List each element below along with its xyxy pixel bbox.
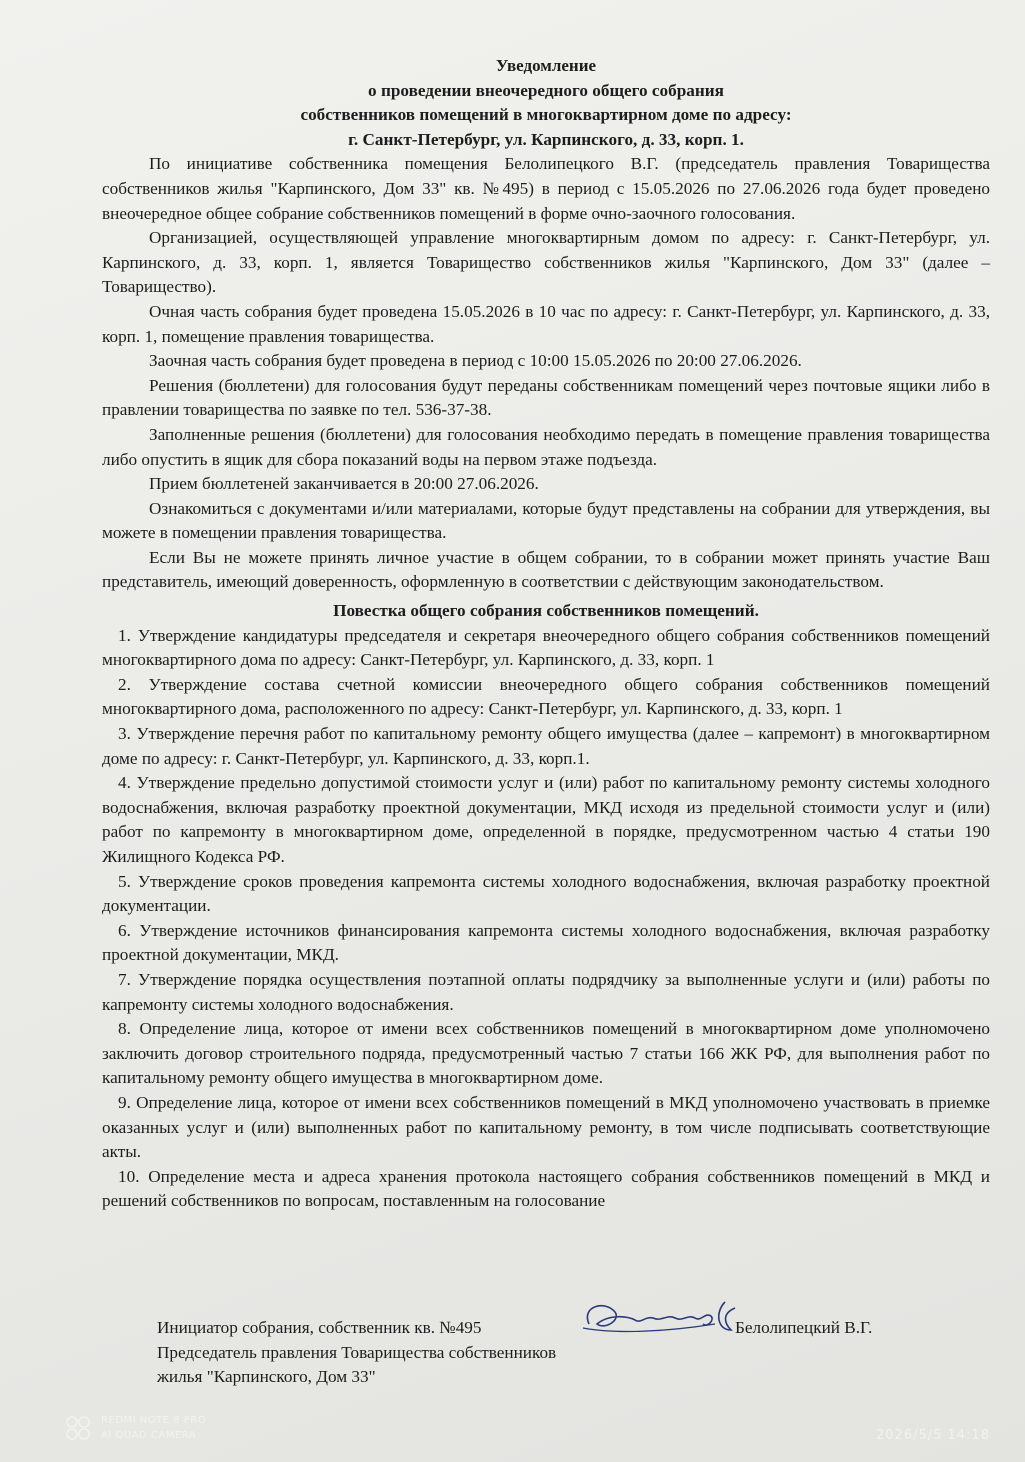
- agenda-title: Повестка общего собрания собственников помещений.: [333, 601, 759, 621]
- camera-model: REDMI NOTE 8 PRO: [101, 1415, 207, 1426]
- title-line-3: собственников помещений в многоквартирном доме по адресу:: [300, 105, 792, 125]
- notice-title: [102, 54, 990, 152]
- paragraph: Заполненные решения (бюллетени) для голосования необходимо передать в помещение правления товарищества либо опустить в ящик для сбора показаний воды на первом этаже подъезда.: [102, 424, 990, 469]
- agenda-item: 7. Утверждение порядка осуществления поэтапной оплаты подрядчику за выполненные услуги и (или) работы по капремонту системы холодного водоснабжения.: [102, 969, 990, 1014]
- notice-body: [102, 54, 990, 1214]
- handwritten-signature: [575, 1294, 745, 1342]
- association-line: жилья "Карпинского, Дом 33": [157, 1367, 376, 1387]
- initiator-label: Инициатор собрания, собственник кв. №495: [157, 1318, 482, 1337]
- paragraph: Решения (бюллетени) для голосования будут переданы собственникам помещений через почтовые ящики либо в правлении товарищества по заявке по тел. 536-37-38.: [102, 375, 990, 420]
- photo-timestamp: 2026/5/5 14:18: [876, 1428, 990, 1443]
- agenda-item: 9. Определение лица, которое от имени всех собственников помещений в МКД уполномочено участвовать в приемке оказанных услуг и (или) выполненных работ по капитальному ремонту, в том числе подписывать соответствующие акты.: [102, 1092, 990, 1162]
- chairman-line: Председатель правления Товарищества собственников: [157, 1342, 557, 1362]
- initiator-row: [157, 1316, 917, 1341]
- signature-block: [157, 1316, 917, 1390]
- paragraph: По инициативе собственника помещения Белолипецкого В.Г. (председатель правления Товарищества собственников жилья "Карпинского, Дом 33" кв. №495) в период с 15.05.2026 по 27.06.2026 года будет проведено внеочередное общее собрание собственников помещений в форме очно-заочного голосования.: [102, 154, 990, 223]
- paragraph: Организацией, осуществляющей управление многоквартирным домом по адресу: г. Санкт-Петербург, ул. Карпинского, д. 33, корп. 1, является Товарищество собственников жилья "Карпинского, Дом 33" (далее – Товарищество).: [102, 228, 990, 297]
- title-line-2: о проведении внеочередного общего собрания: [368, 80, 724, 100]
- title-line-4: г. Санкт-Петербург, ул. Карпинского, д. 33, корп. 1.: [348, 129, 744, 149]
- quad-camera-icon: [64, 1414, 92, 1442]
- paragraph: Ознакомиться с документами и/или материалами, которые будут представлены на собрании для утверждения, вы можете в помещении правления товарищества.: [102, 498, 990, 543]
- agenda-item: 3. Утверждение перечня работ по капитальному ремонту общего имущества (далее – капремонт) в многоквартирном доме по адресу: г. Санкт-Петербург, ул. Карпинского, д. 33, корп.1.: [102, 724, 990, 768]
- paragraph: Прием бюллетеней заканчивается в 20:00 27.06.2026.: [149, 474, 539, 494]
- title-line-1: Уведомление: [495, 56, 597, 75]
- agenda-item: 8. Определение лица, которое от имени всех собственников помещений в многоквартирном доме уполномочено заключить договор строительного подряда, предусмотренный частью 7 статьи 166 ЖК РФ, для выполнения работ по капитальному ремонту общего имущества в многоквартирном доме.: [102, 1019, 990, 1088]
- camera-watermark: [64, 1413, 206, 1443]
- paragraph: Очная часть собрания будет проведена 15.05.2026 в 10 час по адресу: г. Санкт-Петербург, ул. Карпинского, д. 33, корп. 1, помещение правления товарищества.: [102, 301, 990, 346]
- paragraph: Если Вы не можете принять личное участие в общем собрании, то в собрании может принять участие Ваш представитель, имеющий доверенность, оформленную в соответствии с действующим законодательством.: [102, 547, 990, 592]
- agenda-item: 5. Утверждение сроков проведения капремонта системы холодного водоснабжения, включая разработку проектной документации.: [102, 871, 990, 916]
- agenda-item: 4. Утверждение предельно допустимой стоимости услуг и (или) работ по капитальному ремонту системы холодного водоснабжения, включая разработку проектной документации, МКД исходя из предельной стоимости услуг и (или) работ по капремонту в многоквартирном доме, определенной в порядке, предусмотренном частью 4 статьи 190 Жилищного Кодекса РФ.: [102, 773, 990, 866]
- camera-type: AI QUAD CAMERA: [101, 1430, 197, 1441]
- agenda-item: 10. Определение места и адреса хранения протокола настоящего собрания собственников помещений в МКД и решений собственников по вопросам, поставленным на голосование: [102, 1166, 990, 1211]
- agenda-item: 6. Утверждение источников финансирования капремонта системы холодного водоснабжения, включая разработку проектной документации, МКД.: [102, 920, 990, 965]
- initiator-name: Белолипецкий В.Г.: [735, 1318, 873, 1337]
- agenda-item: 1. Утверждение кандидатуры председателя и секретаря внеочередного общего собрания собственников помещений многоквартирного дома по адресу: Санкт-Петербург, ул. Карпинского, д. 33, корп. 1: [102, 625, 990, 670]
- paragraph: Заочная часть собрания будет проведена в период с 10:00 15.05.2026 по 20:00 27.06.2026.: [149, 351, 802, 371]
- agenda-item: 2. Утверждение состава счетной комиссии внеочередного общего собрания собственников помещений многоквартирного дома, расположенного по адресу: Санкт-Петербург, ул. Карпинского, д. 33, корп. 1: [102, 674, 990, 719]
